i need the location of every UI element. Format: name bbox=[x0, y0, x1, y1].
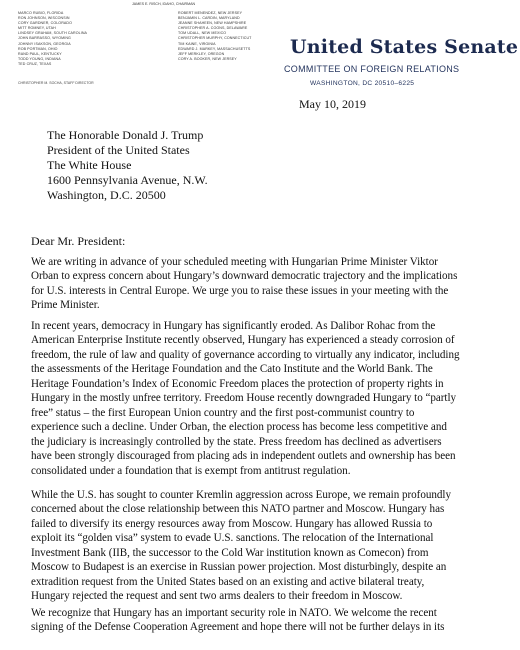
text-line: exploit its “golden visa” system to evade U.S. sanctions. The relocation of the International bbox=[31, 532, 434, 545]
member-name: RON JOHNSON, WISCONSIN bbox=[18, 16, 70, 21]
text-line: Investment Bank (IIB, the successor to the Cold War institution known as Comecon) from bbox=[31, 546, 429, 559]
chairman-line: JAMES E. RISCH, IDAHO, CHAIRMAN bbox=[132, 2, 196, 6]
salutation: Dear Mr. President: bbox=[31, 234, 126, 248]
member-name: CHRISTOPHER MURPHY, CONNECTICUT bbox=[178, 36, 252, 41]
text-line: the judiciary is increasingly controlled by the state. Press freedom has declined as advertisers bbox=[31, 435, 442, 448]
staff-director-line: CHRISTOPHER M. SOCHA, STAFF DIRECTOR bbox=[18, 81, 94, 85]
member-name: TOM UDALL, NEW MEXICO bbox=[178, 31, 227, 36]
member-name: TODD YOUNG, INDIANA bbox=[18, 56, 61, 61]
member-name: JEFF MERKLEY, OREGON bbox=[178, 51, 225, 56]
members-left-column bbox=[18, 11, 87, 67]
senate-title: United States Senate bbox=[290, 36, 519, 58]
member-name: LINDSEY GRAHAM, SOUTH CAROLINA bbox=[18, 31, 88, 36]
text-line: the assessments of the Heritage Foundation and the Cato Institute and the World Bank. The bbox=[31, 363, 433, 376]
text-line: Orban to express concern about Hungary’s downward democratic trajectory and the implications bbox=[31, 270, 458, 283]
text-line: have been strongly discouraged from placing ads in independent outlets and ownership has been bbox=[31, 450, 456, 463]
text-line: Hungary in the mostly unfree territory. Freedom House recently downgraded Hungary to “partly bbox=[31, 392, 457, 405]
text-line: free” status – the first European Union country and the first post-communist country to bbox=[31, 406, 415, 419]
text-line: While the U.S. has sought to counter Kremlin aggression across Europe, we remain profoundly bbox=[31, 489, 451, 501]
member-name: MITT ROMNEY, UTAH bbox=[18, 26, 56, 31]
member-name: JOHNNY ISAKSON, GEORGIA bbox=[18, 41, 71, 46]
paragraph-3 bbox=[31, 488, 493, 604]
recipient-line: 1600 Pennsylvania Avenue, N.W. bbox=[47, 172, 208, 187]
text-line: In recent years, democracy in Hungary has significantly eroded. As Dalibor Rohac from the bbox=[31, 320, 436, 332]
text-line: American Enterprise Institute recently observed, Hungary has experienced a steady corrosion of bbox=[31, 334, 455, 347]
member-name: CHRISTOPHER A. COONS, DELAWARE bbox=[178, 26, 248, 31]
text-line: for U.S. interests in Central Europe. We urge you to raise these issues in your meeting with the bbox=[31, 284, 449, 297]
members-right-column bbox=[178, 11, 251, 62]
committee-location: WASHINGTON, DC 20510–6225 bbox=[310, 80, 415, 87]
member-name: JOHN BARRASSO, WYOMING bbox=[18, 36, 71, 41]
text-line: signing of the Defense Cooperation Agreement and hope there will not be further delays in its bbox=[31, 621, 445, 634]
recipient-line: President of the United States bbox=[47, 142, 190, 157]
text-line: concerned about the close relationship between this NATO partner and Moscow. Hungary has bbox=[31, 503, 445, 516]
member-name: TED CRUZ, TEXAS bbox=[18, 61, 52, 66]
member-name: ROBERT MENENDEZ, NEW JERSEY bbox=[178, 11, 243, 15]
recipient-line: The White House bbox=[47, 157, 132, 172]
recipient-address bbox=[47, 128, 208, 203]
paragraph-1 bbox=[31, 255, 493, 313]
text-line: failed to diversify its energy resources away from Moscow. Hungary has allowed Russia to bbox=[31, 517, 433, 530]
paragraph-2 bbox=[31, 319, 493, 478]
committee-name: COMMITTEE ON FOREIGN RELATIONS bbox=[284, 64, 460, 74]
text-line: experience such a decline. Under Orban, the election process has become less competitive and bbox=[31, 421, 447, 434]
recipient-line: The Honorable Donald J. Trump bbox=[47, 128, 204, 142]
text-line: Prime Minister. bbox=[31, 299, 100, 312]
paragraph-4 bbox=[31, 606, 493, 635]
text-line: We recognize that Hungary has an important security role in NATO. We welcome the recent bbox=[31, 607, 437, 619]
recipient-line: Washington, D.C. 20500 bbox=[47, 187, 166, 202]
text-line: Moscow to Budapest is an exercise in Russian power projection. Most disturbingly, despite an bbox=[31, 561, 447, 574]
member-name: JEANNE SHAHEEN, NEW HAMPSHIRE bbox=[178, 21, 247, 26]
member-name: ROB PORTMAN, OHIO bbox=[18, 46, 58, 51]
member-name: TIM KAINE, VIRGINIA bbox=[178, 41, 216, 46]
member-name: RAND PAUL, KENTUCKY bbox=[18, 51, 62, 56]
member-name: MARCO RUBIO, FLORIDA bbox=[18, 11, 64, 15]
text-line: consolidated under a foundation that is exempt from antitrust regulation. bbox=[31, 464, 351, 477]
member-name: CORY GARDNER, COLORADO bbox=[18, 21, 72, 26]
text-line: Hungary rejected the request and sent two arms dealers to their freedom in Moscow. bbox=[31, 590, 403, 603]
text-line: freedom, the rule of law and quality of governance according to virtually any indicator, including bbox=[31, 348, 460, 361]
member-name: CORY A. BOOKER, NEW JERSEY bbox=[178, 56, 237, 61]
letter-date: May 10, 2019 bbox=[299, 97, 366, 111]
text-line: Heritage Foundation’s Index of Economic Freedom places the protection of property rights in bbox=[31, 377, 444, 390]
member-name: BENJAMIN L. CARDIN, MARYLAND bbox=[178, 16, 240, 21]
text-line: We are writing in advance of your scheduled meeting with Hungarian Prime Minister Viktor bbox=[31, 256, 438, 268]
member-name: EDWARD J. MARKEY, MASSACHUSETTS bbox=[178, 46, 251, 51]
text-line: extradition request from the United States based on an existing and active bilateral treaty, bbox=[31, 575, 425, 588]
